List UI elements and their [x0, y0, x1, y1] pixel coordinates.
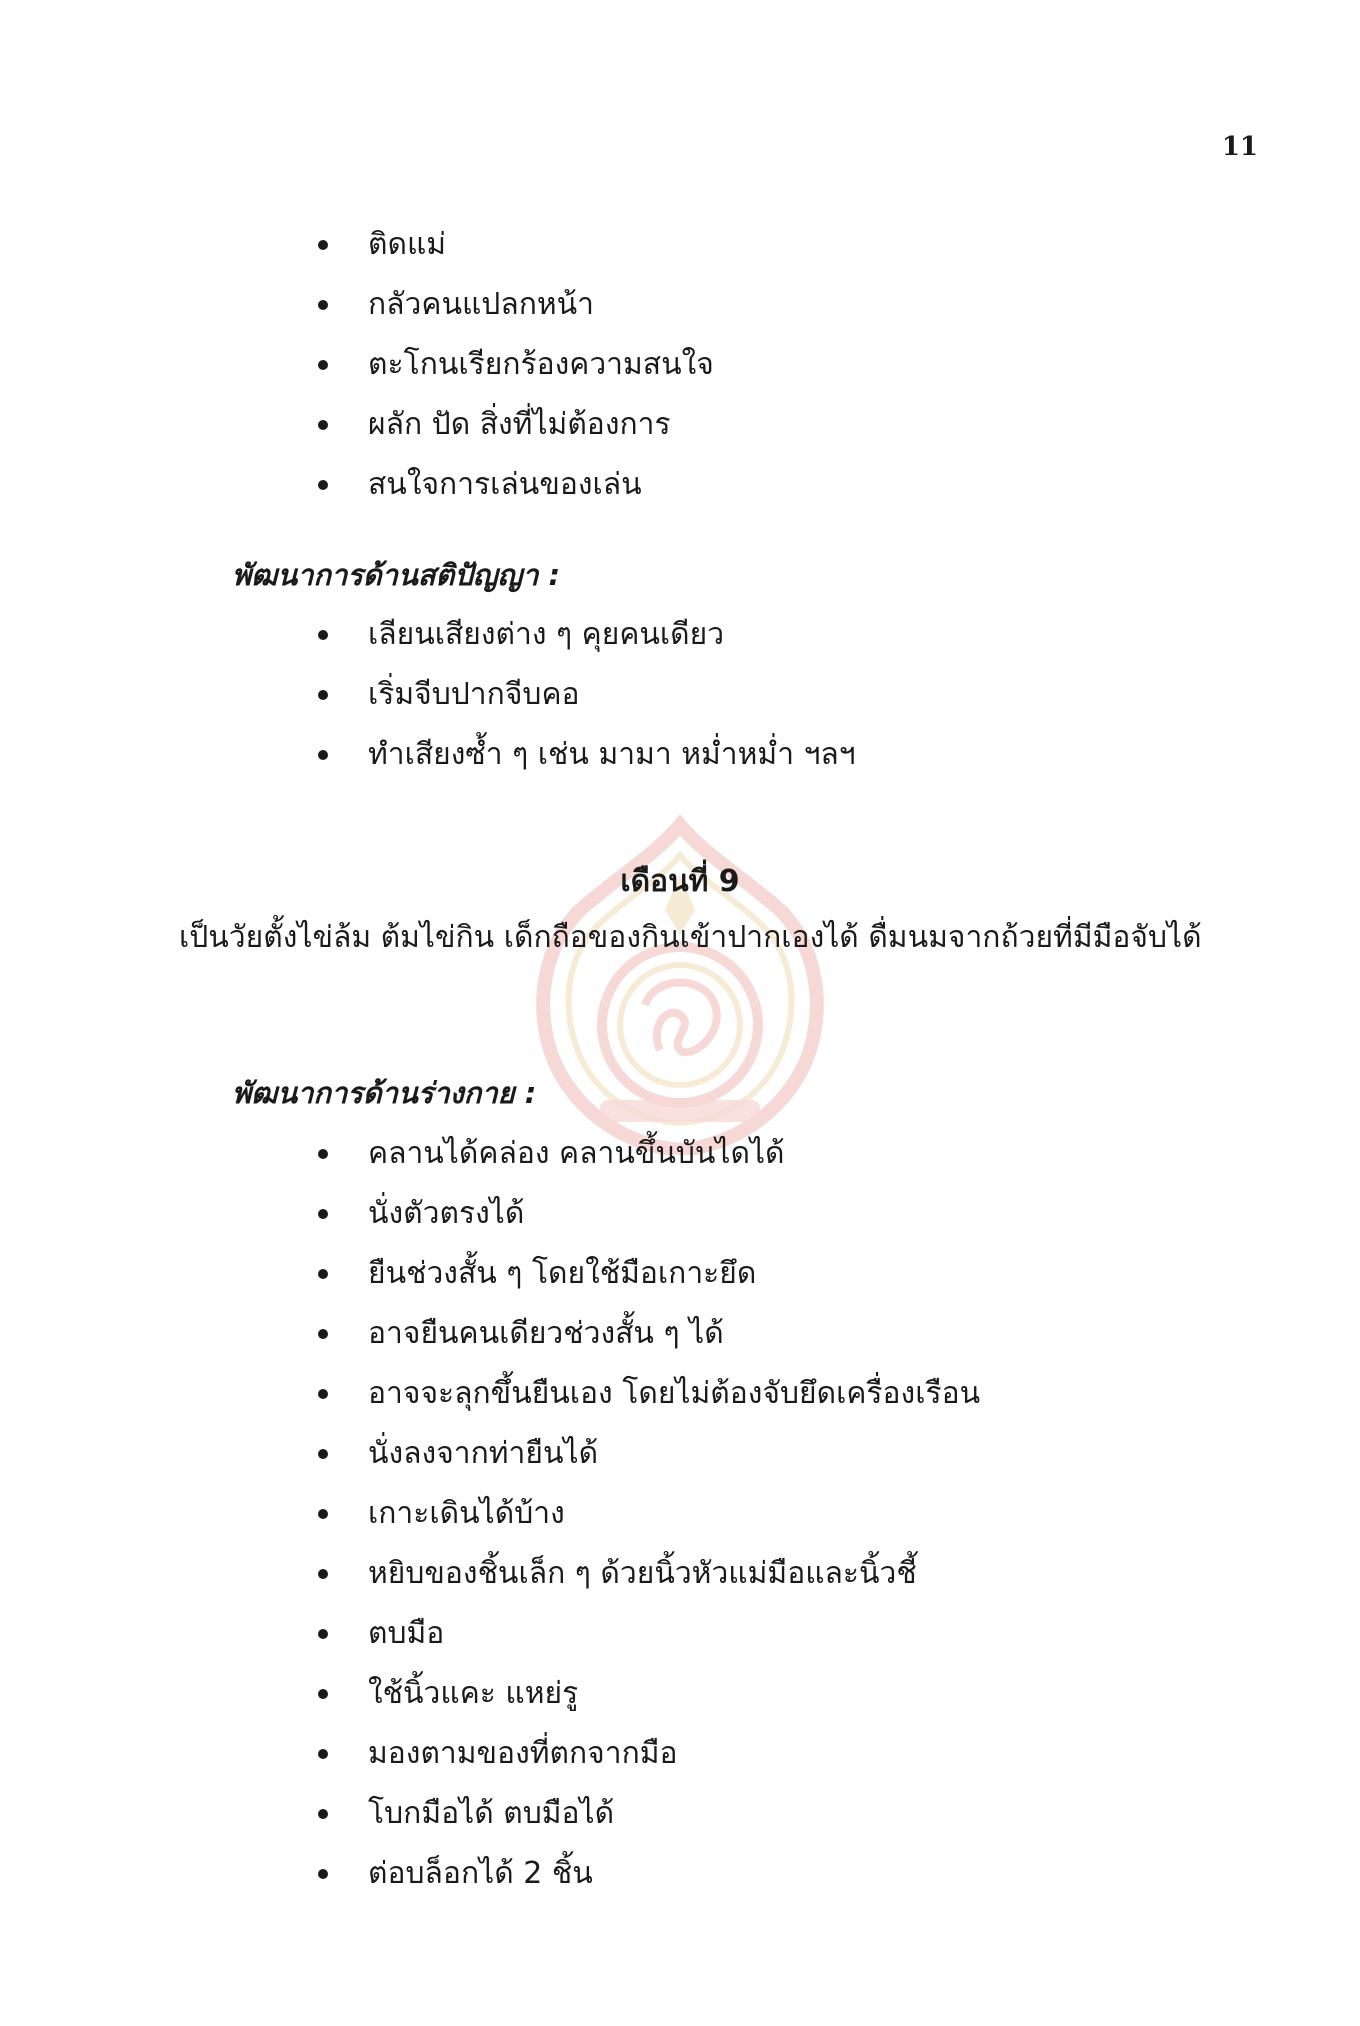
bullet-icon	[318, 1449, 328, 1459]
list-item-text: ผลัก ปัด สิ่งที่ไม่ต้องการ	[368, 407, 671, 442]
list-item-text: เกาะเดินได้บ้าง	[368, 1496, 565, 1531]
bullet-icon	[318, 240, 328, 250]
bullet-icon	[318, 1869, 328, 1879]
bullet-icon	[318, 1269, 328, 1279]
bullet-icon	[318, 1569, 328, 1579]
month-title: เดือนที่ 9	[620, 864, 740, 899]
list-item-text: เลียนเสียงต่าง ๆ คุยคนเดียว	[368, 617, 725, 652]
bullet-icon	[318, 300, 328, 310]
bullet-icon	[318, 360, 328, 370]
list-item-text: หยิบของชิ้นเล็ก ๆ ด้วยนิ้วหัวแม่มือและนิ้วชี้	[368, 1556, 917, 1591]
bullet-icon	[318, 1689, 328, 1699]
list-item-text: คลานได้คล่อง คลานขึ้นบันไดได้	[368, 1136, 785, 1171]
bullet-icon	[318, 1329, 328, 1339]
bullet-icon	[318, 1629, 328, 1639]
list-item-text: ทำเสียงซ้ำ ๆ เช่น มามา หม่ำหม่ำ ฯลฯ	[368, 737, 856, 772]
page-number: 11	[1221, 132, 1258, 162]
list-item-text: ตะโกนเรียกร้องความสนใจ	[368, 347, 714, 382]
list-item-text: โบกมือได้ ตบมือได้	[368, 1796, 615, 1831]
list-item-text: นั่งลงจากท่ายืนได้	[368, 1436, 599, 1471]
list-item-text: ใช้นิ้วแคะ แหย่รู	[368, 1676, 579, 1711]
bullet-icon	[318, 1209, 328, 1219]
bullet-icon	[318, 630, 328, 640]
bullet-icon	[318, 1149, 328, 1159]
bullet-icon	[318, 1749, 328, 1759]
bullet-icon	[318, 1389, 328, 1399]
list-item-text: กลัวคนแปลกหน้า	[368, 287, 595, 322]
bullet-icon	[318, 1509, 328, 1519]
list-item-text: ยืนช่วงสั้น ๆ โดยใช้มือเกาะยึด	[368, 1256, 757, 1291]
bullet-icon	[318, 690, 328, 700]
bullet-icon	[318, 420, 328, 430]
bullet-icon	[318, 750, 328, 760]
intro-paragraph: เป็นวัยตั้งไข่ล้ม ต้มไข่กิน เด็กถือของกินเข้าปากเองได้ ดื่มนมจากถ้วยที่มีมือจับได้	[179, 920, 1202, 955]
section-heading-intellect: พัฒนาการด้านสติปัญญา :	[232, 558, 561, 592]
list-item-text: สนใจการเล่นของเล่น	[368, 467, 642, 502]
bullet-icon	[318, 480, 328, 490]
list-item-text: อาจจะลุกขึ้นยืนเอง โดยไม่ต้องจับยึดเครื่องเรือน	[368, 1376, 981, 1411]
list-item-text: ติดแม่	[368, 227, 447, 262]
list-item-text: มองตามของที่ตกจากมือ	[368, 1736, 678, 1771]
list-item-text: นั่งตัวตรงได้	[368, 1196, 525, 1231]
bullet-icon	[318, 1809, 328, 1819]
list-item-text: เริ่มจีบปากจีบคอ	[368, 677, 580, 712]
list-item-text: อาจยืนคนเดียวช่วงสั้น ๆ ได้	[368, 1316, 724, 1351]
list-item-text: ต่อบล็อกได้ 2 ชิ้น	[368, 1856, 593, 1891]
section-heading-physical: พัฒนาการด้านร่างกาย :	[232, 1076, 537, 1110]
list-item-text: ตบมือ	[368, 1616, 445, 1651]
